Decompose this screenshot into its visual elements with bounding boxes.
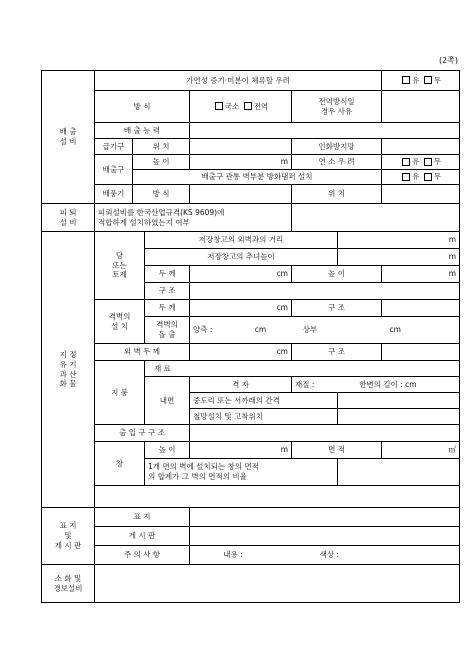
- lightning-title: 피 퇴 설 비: [59, 207, 77, 227]
- combustion-risk-label: 연 소 우 려: [292, 155, 382, 170]
- general-checkbox[interactable]: [244, 102, 252, 110]
- unit-cm: cm: [276, 303, 288, 313]
- unit-m: m: [448, 252, 457, 262]
- no-checkbox[interactable]: [424, 76, 432, 84]
- wall-structure-value[interactable]: [190, 283, 460, 300]
- partition-protrude-value[interactable]: [190, 317, 460, 344]
- combustion-risk-check: [382, 155, 460, 170]
- yes-checkbox[interactable]: [402, 76, 410, 84]
- capacity-value[interactable]: [190, 123, 460, 139]
- rafter-spacing-label: 중도리 또는 서까래의 간격: [190, 393, 338, 409]
- unit-m: m: [280, 157, 288, 167]
- caution-value[interactable]: [190, 546, 460, 565]
- general-reason-value[interactable]: [382, 91, 460, 123]
- fire-alarm-title: 소 화 및 경보설비: [53, 573, 83, 593]
- wire-mesh-value[interactable]: [338, 409, 460, 425]
- outer-wall-structure-value[interactable]: [382, 344, 460, 361]
- flammable-vapor-label: 가연성 증기·미분이 체류할 우려: [95, 71, 382, 91]
- top-label: 상부: [302, 325, 318, 335]
- general-reason-label: [292, 91, 382, 123]
- wall-label-text: 담 또는 토제: [112, 250, 127, 280]
- roof-material-row[interactable]: [145, 361, 460, 377]
- peroxide-section-label: [42, 232, 95, 508]
- general-reason-text: 전역방식일 경우 사유: [318, 96, 355, 116]
- wall-distance-label: 저장창고의 외벽과의 거리: [145, 232, 338, 249]
- wall-structure-label: 구 조: [145, 283, 190, 300]
- window-ratio-label: [145, 459, 338, 486]
- outlet-height-value[interactable]: [190, 155, 292, 170]
- roof-material-label: 재 료: [154, 363, 171, 373]
- no-checkbox[interactable]: [424, 158, 432, 166]
- unit-m: m: [280, 445, 288, 455]
- lightning-text: 피뢰설비를 한국산업규격(KS 9609)에 적합하게 설치하였는지 여부: [98, 207, 225, 227]
- unit-cm: cm: [389, 325, 401, 335]
- fire-alarm-value[interactable]: [95, 565, 460, 603]
- content-label: 내용 :: [223, 550, 243, 560]
- sign-board-value[interactable]: [190, 527, 460, 546]
- no-label: 무: [433, 172, 441, 182]
- yes-label: 유: [412, 157, 420, 167]
- grid-value[interactable]: [292, 377, 460, 393]
- intake-label: 급기구: [95, 139, 133, 155]
- lightning-answer[interactable]: [292, 204, 460, 232]
- eaves-height-label: 저장창고의 추녀높이: [145, 249, 338, 266]
- wall-label: [95, 232, 145, 300]
- lightning-question: [95, 204, 292, 232]
- lightning-section-label: [42, 204, 95, 232]
- no-label: 무: [433, 157, 441, 167]
- peroxide-title: 지 정 유 기 과 산 화 물: [59, 350, 77, 389]
- wall-distance-value[interactable]: [338, 232, 460, 249]
- outer-wall-structure-label: 구 조: [292, 344, 382, 361]
- wall-thickness-value[interactable]: [190, 266, 292, 283]
- wall-thickness-label: 두 께: [145, 266, 190, 283]
- roof-inner-label: 내면: [145, 377, 190, 425]
- grid-label: 격 자: [190, 377, 292, 393]
- capacity-label: 배 출 능 력: [95, 123, 190, 139]
- outlet-height-label: 높 이: [133, 155, 190, 170]
- window-ratio-value[interactable]: [338, 459, 460, 486]
- sign-title: 표 지 및 게 시 판: [54, 521, 82, 550]
- yes-checkbox[interactable]: [402, 158, 410, 166]
- eaves-height-value[interactable]: [338, 249, 460, 266]
- color-label: 색상 :: [319, 550, 339, 560]
- intake-position-label: 위 치: [133, 139, 190, 155]
- fan-position-value[interactable]: [382, 185, 460, 204]
- partition-thickness-label: 두 께: [145, 300, 190, 317]
- wall-height-label: 높 이: [292, 266, 382, 283]
- yes-label: 유: [412, 75, 420, 85]
- partition-structure-value[interactable]: [382, 300, 460, 317]
- exhaust-section-label: [42, 71, 95, 204]
- peroxide-extra-row[interactable]: [95, 486, 460, 508]
- window-height-label: 높 이: [145, 442, 190, 459]
- partition-label: [95, 300, 145, 344]
- grid-material-label: 재질 :: [295, 379, 315, 389]
- wall-height-value[interactable]: [382, 266, 460, 283]
- sign-mark-value[interactable]: [190, 508, 460, 527]
- flame-arrester-value[interactable]: [382, 139, 460, 155]
- yes-label: 유: [412, 172, 420, 182]
- unit-cm: cm: [254, 325, 267, 335]
- fan-method-label: 방 식: [133, 185, 190, 204]
- grid-side-label: 한변의 길이 : cm: [359, 379, 417, 389]
- partition-protrude-label: [145, 317, 190, 344]
- roof-label: 지 붕: [95, 361, 145, 425]
- entrance-structure-label: 출 입 구 구 조: [95, 425, 190, 442]
- no-checkbox[interactable]: [424, 173, 432, 181]
- inspection-form: [41, 70, 460, 603]
- caution-label: 주 의 사 항: [95, 546, 190, 565]
- sign-section-label: [42, 508, 95, 565]
- general-label: 전역: [253, 101, 269, 111]
- method-options: [190, 91, 292, 123]
- fan-method-value[interactable]: [190, 185, 292, 204]
- page-number: (2쪽): [438, 56, 458, 65]
- fan-position-label: 위 치: [292, 185, 382, 204]
- fire-damper-label: 배출구 관통 벽부분 방화댐퍼 설치: [133, 170, 382, 185]
- unit-cm: cm: [276, 269, 288, 279]
- fire-damper-check: [382, 170, 460, 185]
- both-sides-label: 양측 :: [193, 325, 213, 335]
- outlet-label: 배출구: [95, 155, 133, 185]
- sign-mark-label: 표 지: [95, 508, 190, 527]
- no-label: 무: [433, 75, 441, 85]
- partition-protrude-text: 격벽의 돌 출: [156, 320, 178, 339]
- exhaust-title: 배 출 설 비: [59, 127, 77, 146]
- method-label: 방 식: [95, 91, 190, 123]
- unit-m: m: [448, 235, 457, 245]
- local-checkbox[interactable]: [215, 102, 223, 110]
- intake-position-value[interactable]: [190, 139, 292, 155]
- fire-alarm-section-label: [42, 565, 95, 603]
- wire-mesh-label: 철망설치 및 고착위치: [190, 409, 338, 425]
- yes-checkbox[interactable]: [402, 173, 410, 181]
- window-area-label: 면 적: [292, 442, 382, 459]
- fan-label: 배풍기: [95, 185, 133, 204]
- sign-board-label: 게 시 판: [95, 527, 190, 546]
- window-ratio-text: 1개 면의 벽에 설치되는 창의 면적 의 합계가 그 벽의 면적의 비율: [148, 462, 259, 481]
- outer-wall-thickness-label: 외 벽 두 께: [95, 344, 190, 361]
- unit-cm: cm: [276, 347, 288, 357]
- unit-m: m: [448, 269, 457, 279]
- outer-wall-thickness-value[interactable]: [190, 344, 292, 361]
- local-label: 국소: [224, 101, 240, 111]
- window-height-value[interactable]: [190, 442, 292, 459]
- flame-arrester-label: 인화방지망: [292, 139, 382, 155]
- partition-thickness-value[interactable]: [190, 300, 292, 317]
- unit-m2: ㎡: [448, 445, 457, 455]
- partition-label-text: 격벽의 설 치: [108, 311, 131, 331]
- partition-structure-label: 구 조: [292, 300, 382, 317]
- rafter-spacing-value[interactable]: [338, 393, 460, 409]
- window-label: 창: [95, 442, 145, 486]
- flammable-vapor-check: [382, 71, 460, 91]
- entrance-structure-value[interactable]: [190, 425, 460, 442]
- window-area-value[interactable]: [382, 442, 460, 459]
